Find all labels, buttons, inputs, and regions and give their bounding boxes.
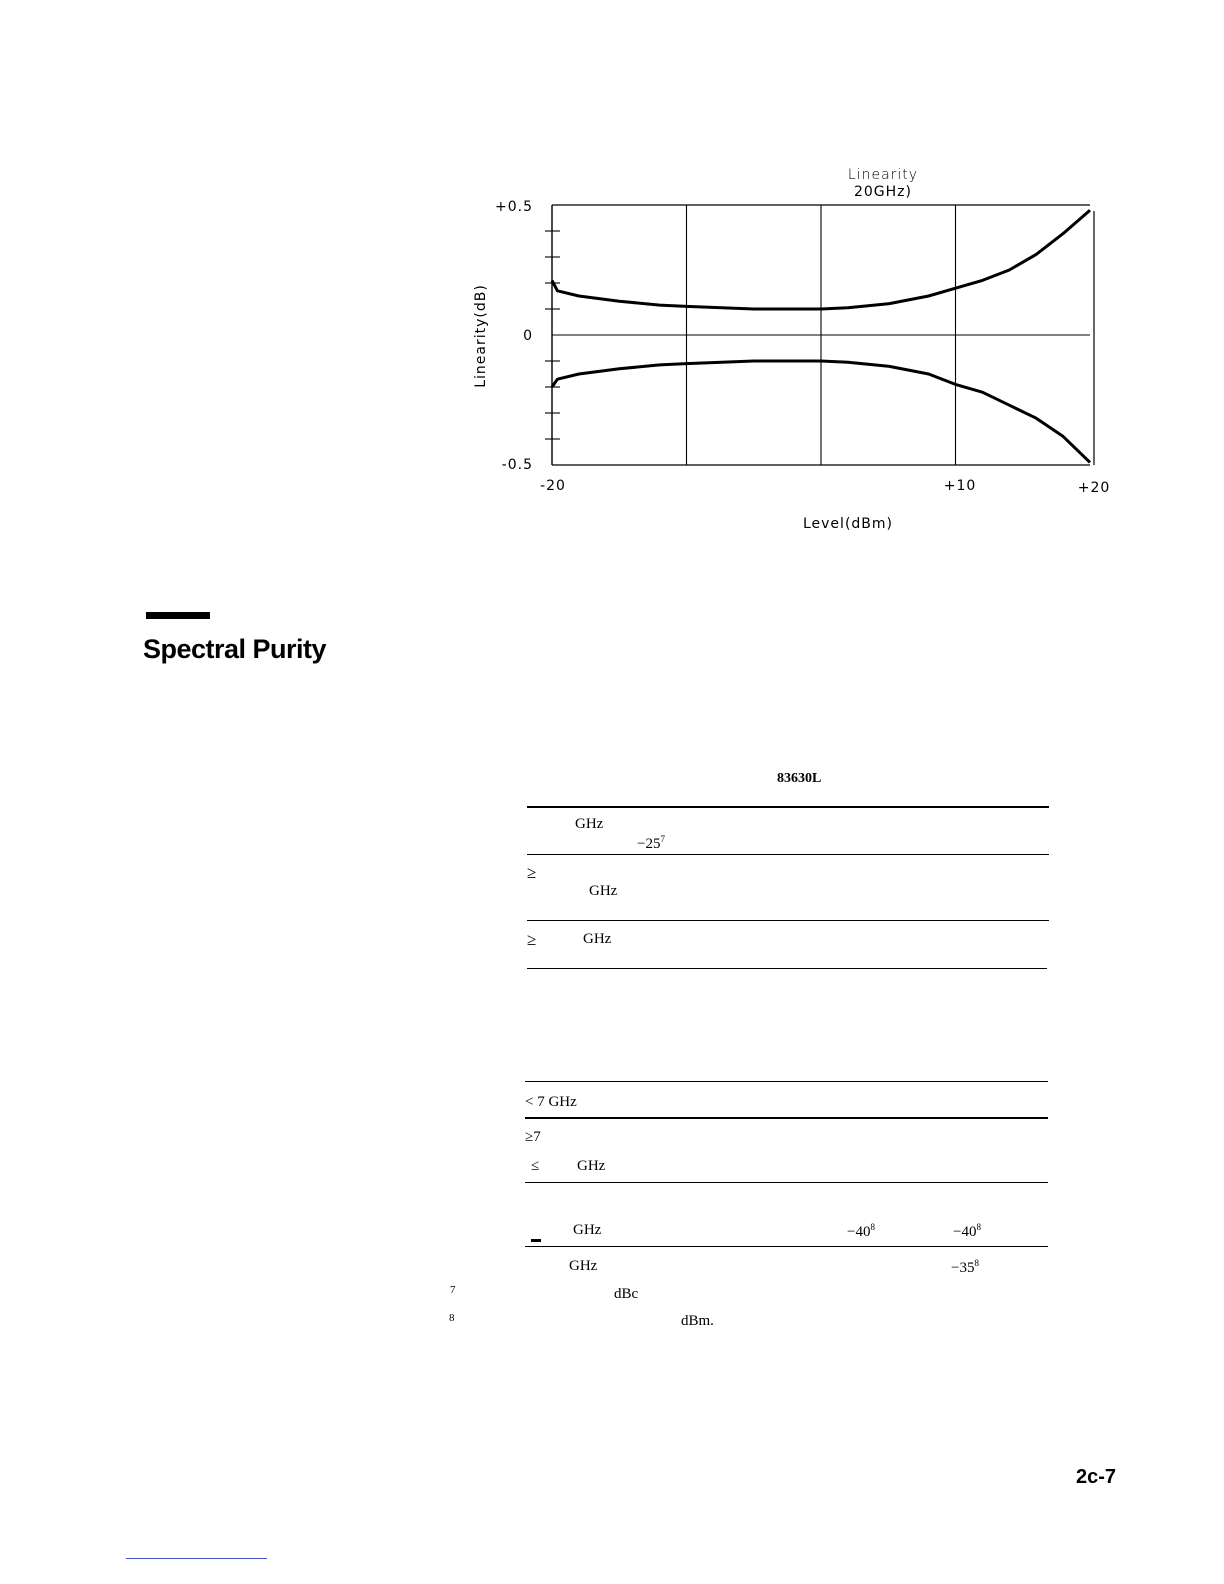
y-tick-label-bottom: -0.5 xyxy=(501,457,533,473)
table2-row3-label: GHz xyxy=(573,1222,602,1238)
table2-row3-value2-text: −40 xyxy=(953,1224,977,1240)
x-axis-label: Level(dBm) xyxy=(802,516,894,532)
footnote-8-mark: 8 xyxy=(449,1312,455,1324)
table1-rule-1 xyxy=(527,854,1049,855)
table1-row3-label: GHz xyxy=(583,931,612,947)
footnote-ref-8: 8 xyxy=(976,1222,981,1232)
footnote-ref-8: 8 xyxy=(870,1222,875,1232)
linearity-chart xyxy=(460,158,1130,548)
footnote-7-mark: 7 xyxy=(450,1284,456,1296)
chart-title-line1: Linearity xyxy=(847,167,919,183)
table2-rule-2 xyxy=(525,1182,1048,1183)
section-heading-bar xyxy=(146,612,210,619)
table2-row3-value1 xyxy=(847,1222,875,1241)
table2-row2-label: GHz xyxy=(577,1158,606,1174)
table2-row2-symbol: ≥7 xyxy=(525,1129,541,1145)
table1-row1-value-text: −25 xyxy=(637,836,661,852)
table1-row1-label: GHz xyxy=(575,816,604,832)
table2-row4-value-text: −35 xyxy=(951,1260,975,1276)
x-tick-label-max: +20 xyxy=(1077,480,1111,496)
table2-rule-3 xyxy=(525,1246,1048,1247)
table2-row3-dash xyxy=(531,1239,541,1242)
section-heading: Spectral Purity xyxy=(143,634,327,664)
table2-row2-symbol2: ≤ xyxy=(531,1158,540,1174)
x-tick-label-min: -20 xyxy=(540,478,566,494)
footnote-7-text: dBc xyxy=(614,1286,639,1302)
footnote-ref-8: 8 xyxy=(974,1258,979,1268)
bottom-rule xyxy=(126,1558,267,1559)
table1-row3-symbol: ≥ xyxy=(527,930,537,949)
table1-rule-bottom xyxy=(527,968,1047,969)
page-number: 2c-7 xyxy=(1076,1466,1117,1488)
table2-row3-value1-text: −40 xyxy=(847,1224,871,1240)
table2-row4-value xyxy=(951,1258,979,1277)
table1-rule-top xyxy=(527,806,1049,808)
x-tick-label-mid: +10 xyxy=(943,478,977,494)
footnote-ref-7: 7 xyxy=(660,834,665,844)
table2-rule-1 xyxy=(525,1117,1048,1119)
y-axis-label: Linearity(dB) xyxy=(473,284,489,388)
table1-row2-symbol: ≥ xyxy=(527,863,537,882)
y-tick-label-top: +0.5 xyxy=(495,199,533,215)
footnote-8-text: dBm. xyxy=(681,1313,714,1329)
table1-column-header: 83630L xyxy=(777,771,822,786)
table1-rule-2 xyxy=(527,920,1049,921)
chart-title-line2: 20GHz) xyxy=(853,184,913,200)
chart-grid xyxy=(552,205,1094,465)
table2-rule-top xyxy=(525,1081,1048,1082)
y-tick-label-zero: 0 xyxy=(523,328,533,344)
table2-row4-label: GHz xyxy=(569,1258,598,1274)
table2-row1-label: < 7 GHz xyxy=(525,1094,577,1110)
table1-row1-value xyxy=(637,834,665,853)
table2-row3-value2 xyxy=(953,1222,981,1241)
table1-row2-label: GHz xyxy=(589,883,618,899)
